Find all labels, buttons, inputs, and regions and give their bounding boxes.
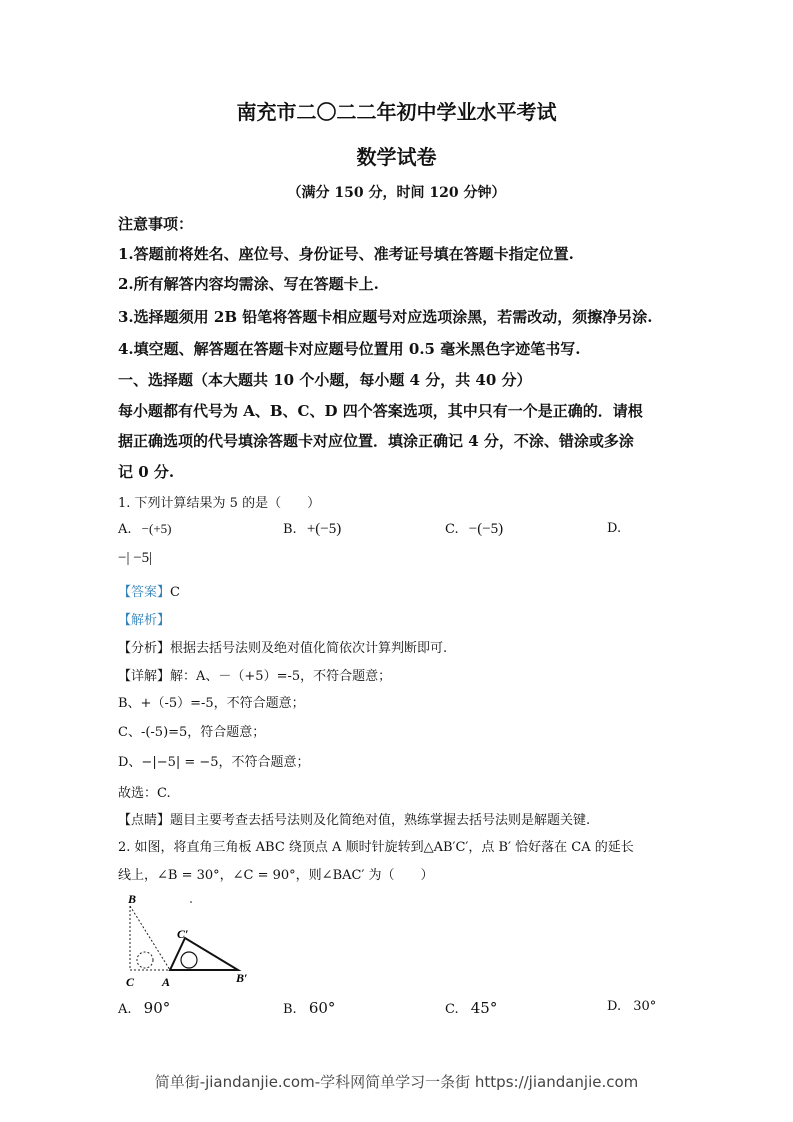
analysis-tag: 【解析】 bbox=[118, 613, 171, 628]
q1-detail-line4: D、−|−5| = −5，不符合题意； bbox=[118, 755, 310, 770]
detail-tag: 【详解】 bbox=[118, 669, 171, 684]
section-desc-line1: 每小题都有代号为 A、B、C、D 四个答案选项，其中只有一个是正确的．请根 bbox=[118, 402, 643, 420]
q2-option-a bbox=[118, 999, 170, 1017]
q1-stem: 1. 下列计算结果为 5 的是（ ） bbox=[118, 496, 321, 511]
q1-detail-row bbox=[118, 665, 391, 684]
exam-meta: （满分 150 分，时间 120 分钟） bbox=[287, 185, 506, 201]
q1-fenxi: 根据去括号法则及绝对值化简依次计算判断即可. bbox=[170, 641, 448, 656]
q2-option-d bbox=[607, 999, 656, 1014]
q1-option-b bbox=[283, 521, 341, 538]
section-heading: 一、选择题（本大题共 10 个小题，每小题 4 分，共 40 分） bbox=[118, 371, 532, 389]
q1-detail-line3: C、-(-5)=5，符合题意； bbox=[118, 725, 266, 740]
q2-option-c-value: 45° bbox=[470, 999, 498, 1017]
page-footer: 简单街-jiandanjie.com-学科网简单学习一条街 https://jiandanjie.com bbox=[154, 1073, 639, 1091]
q1-fenxi-row bbox=[118, 637, 447, 656]
q1-answer-row bbox=[118, 581, 180, 600]
fig-side-ba bbox=[130, 906, 170, 970]
fig-dot bbox=[190, 901, 192, 903]
q1-answer: C bbox=[170, 585, 180, 600]
q1-option-b-expr: +(−5) bbox=[306, 521, 342, 537]
note-item-4: 4.填空题、解答题在答题卡对应题号位置用 0.5 毫米黑色字迹笔书写. bbox=[118, 340, 581, 358]
q1-option-a bbox=[118, 521, 172, 537]
fig-hole-solid bbox=[181, 952, 197, 968]
exam-title: 南充市二〇二二年初中学业水平考试 bbox=[236, 100, 557, 124]
q1-option-d-expr: −| −5| bbox=[118, 550, 153, 566]
fig-hole-dashed bbox=[137, 952, 153, 968]
q2-option-d-label: D. bbox=[607, 999, 622, 1014]
fig-label-c: C bbox=[126, 975, 135, 989]
q1-option-b-label: B. bbox=[283, 522, 297, 537]
fenxi-tag: 【分析】 bbox=[118, 641, 171, 656]
q1-option-a-label: A. bbox=[118, 522, 132, 537]
q1-choose: 故选：C. bbox=[118, 786, 171, 801]
q2-option-c bbox=[445, 999, 497, 1017]
notes-heading: 注意事项： bbox=[118, 215, 194, 233]
q1-detail-line2: B、+（-5）=-5，不符合题意； bbox=[118, 696, 305, 711]
q2-option-a-value: 90° bbox=[143, 999, 171, 1017]
q2-stem-line1: 2. 如图，将直角三角板 ABC 绕顶点 A 顺时针旋转到△AB′C′，点 B′ 恰好落在 CA 的延长 bbox=[118, 840, 634, 855]
q2-option-a-label: A. bbox=[118, 1002, 132, 1017]
q1-option-c bbox=[445, 521, 503, 538]
note-item-2: 2.所有解答内容均需涂、写在答题卡上. bbox=[118, 275, 379, 293]
q1-option-a-expr: −(+5) bbox=[141, 521, 172, 536]
q2-option-b bbox=[283, 999, 335, 1017]
fig-label-c-prime: C′ bbox=[177, 927, 189, 941]
q2-stem-line2: 线上，∠B = 30°，∠C = 90°，则∠BAC′ 为（ ） bbox=[118, 868, 434, 883]
q1-option-d-label: D. bbox=[607, 521, 622, 536]
section-desc-line2: 据正确选项的代号填涂答题卡对应位置．填涂正确记 4 分，不涂、错涂或多涂 bbox=[118, 432, 634, 450]
q2-option-b-label: B. bbox=[283, 1002, 297, 1017]
q1-comment: 题目主要考查去括号法则及化简绝对值，熟练掌握去括号法则是解题关键. bbox=[170, 813, 591, 828]
fig-label-a: A bbox=[162, 975, 171, 989]
q2-option-d-value: 30° bbox=[633, 999, 657, 1014]
comment-tag: 【点睛】 bbox=[118, 813, 171, 828]
q2-option-c-label: C. bbox=[445, 1002, 459, 1017]
fig-label-b: B bbox=[128, 892, 137, 906]
q1-option-c-label: C. bbox=[445, 522, 459, 537]
q2-figure bbox=[118, 890, 268, 990]
answer-tag: 【答案】 bbox=[118, 585, 171, 600]
fig-triangle-rotated bbox=[170, 938, 238, 970]
exam-subject: 数学试卷 bbox=[356, 145, 437, 169]
fig-label-b-prime: B′ bbox=[236, 971, 248, 985]
q1-detail-line1: 解：A、－（+5）=-5，不符合题意； bbox=[170, 669, 392, 684]
q1-comment-row bbox=[118, 809, 590, 828]
section-desc-line3: 记 0 分. bbox=[118, 463, 175, 481]
q1-option-c-expr: −(−5) bbox=[468, 521, 504, 537]
note-item-3: 3.选择题须用 2B 铅笔将答题卡相应题号对应选项涂黑，若需改动，须擦净另涂. bbox=[118, 308, 653, 326]
q2-option-b-value: 60° bbox=[308, 999, 336, 1017]
note-item-1: 1.答题前将姓名、座位号、身份证号、准考证号填在答题卡指定位置. bbox=[118, 245, 574, 263]
